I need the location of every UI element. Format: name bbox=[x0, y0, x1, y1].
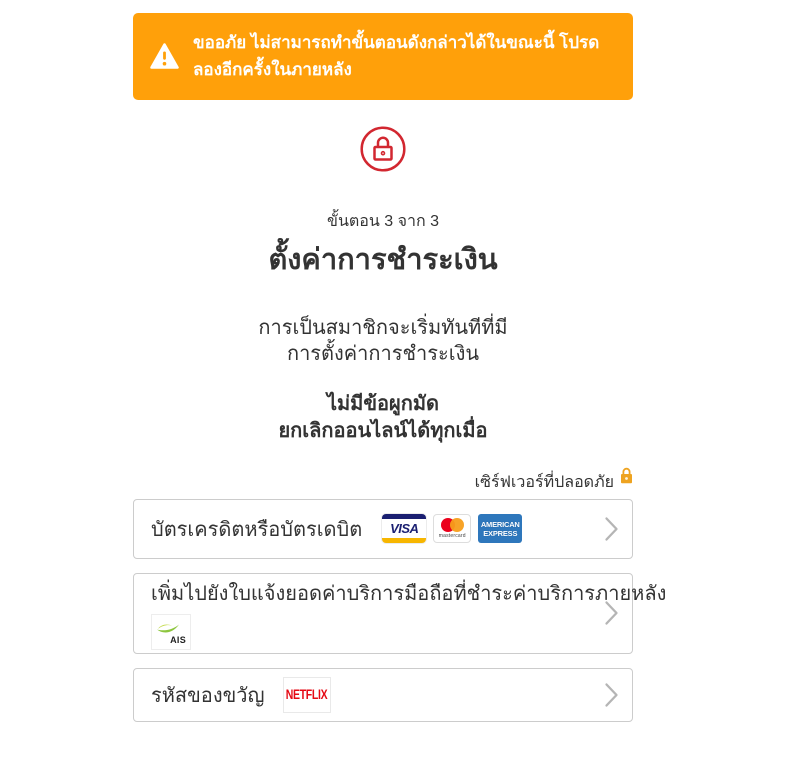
highlight-line-1: ไม่มีข้อผูกมัด bbox=[326, 392, 440, 415]
membership-description bbox=[133, 315, 633, 368]
chevron-right-icon bbox=[604, 516, 619, 542]
netflix-logo: NETFLIX bbox=[283, 677, 331, 713]
visa-logo: VISA bbox=[382, 514, 426, 543]
payment-option-gift-code[interactable] bbox=[133, 668, 633, 722]
signup-payment-step-page bbox=[133, 13, 667, 722]
payment-option-label: เพิ่มไปยังใบแจ้งยอดค่าบริการมือถือที่ชำระค่าบริการภายหลัง bbox=[151, 582, 667, 605]
warning-triangle-icon bbox=[150, 43, 179, 70]
payment-option-label: รหัสของขวัญ bbox=[151, 684, 265, 707]
mastercard-logo: mastercard bbox=[433, 514, 471, 543]
alert-message: ขออภัย ไม่สามารถทำขั้นตอนดังกล่าวได้ในขณะนี้ โปรดลองอีกครั้งในภายหลัง bbox=[193, 33, 600, 79]
chevron-right-icon bbox=[604, 682, 619, 708]
description-line-2: การตั้งค่าการชำระเงิน bbox=[286, 343, 480, 366]
secure-server-row bbox=[133, 470, 633, 495]
payment-option-label: บัตรเครดิตหรือบัตรเดบิต bbox=[151, 518, 363, 541]
card-brand-logos bbox=[382, 514, 522, 543]
description-line-1: การเป็นสมาชิกจะเริ่มทันทีที่มี bbox=[258, 317, 508, 339]
error-alert-banner bbox=[133, 13, 633, 100]
gold-lock-icon bbox=[620, 467, 633, 484]
payment-option-credit-debit-card[interactable] bbox=[133, 499, 633, 559]
secure-server-label: เซิร์ฟเวอร์ที่ปลอดภัย bbox=[474, 473, 614, 491]
secure-padlock-icon bbox=[133, 126, 633, 172]
payment-option-mobile-bill[interactable] bbox=[133, 573, 667, 654]
page-title: ตั้งค่าการชำระเงิน bbox=[268, 244, 498, 276]
no-commitment-text bbox=[133, 391, 633, 445]
ais-logo: AIS bbox=[151, 614, 191, 650]
chevron-right-icon bbox=[604, 600, 619, 626]
amex-logo: AMERICAN EXPRESS bbox=[478, 514, 522, 543]
step-indicator: ขั้นตอน 3 จาก 3 bbox=[327, 213, 439, 230]
highlight-line-2: ยกเลิกออนไลน์ได้ทุกเมื่อ bbox=[278, 419, 488, 442]
